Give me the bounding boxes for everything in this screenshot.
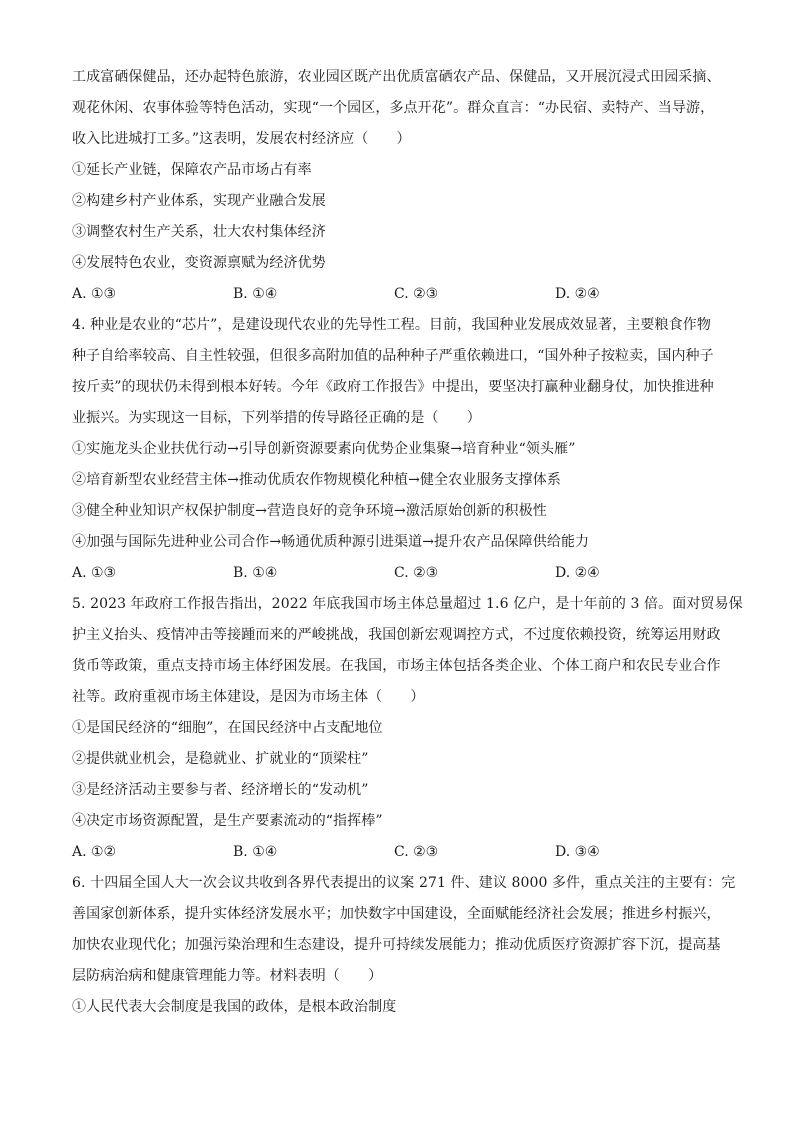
question-6-item-1: ①人民代表大会制度是我国的政体，是根本政治制度 [72,999,397,1015]
question-4-stem-line-3: 按斤卖”的现状仍未得到根本好转。今年《政府工作报告》中提出，要坚决打赢种业翻身仗，加快推进种 [72,379,714,395]
question-5-stem-line-3: 货币等政策，重点支持市场主体纾困发展。在我国，市场主体包括各类企业、个体工商户和农民专业合作 [72,658,721,674]
question-4-item-2: ②培育新型农业经营主体→推动优质农作物规模化种植→健全农业服务支撑体系 [72,472,561,488]
question-4-item-4: ④加强与国际先进种业公司合作→畅通优质种源引进渠道→提升农产品保障供给能力 [72,534,590,550]
question-5-option-d: D. ③④ [555,844,600,860]
question-3-item-4: ④发展特色农业，变资源禀赋为经济优势 [72,255,326,271]
document-page [72,62,743,1023]
question-3-stem-line-1: 工成富硒保健品，还办起特色旅游，农业园区既产出优质富硒农产品、保健品，又开展沉浸式田园采摘、 [72,69,721,85]
question-4-stem-line-1: 4. 种业是农业的“芯片”，是建设现代农业的先导性工程。目前，我国种业发展成效显著，主要粮食作物 [72,317,711,333]
question-5-option-b: B. ①④ [233,844,278,860]
question-3-option-b: B. ①④ [233,286,278,302]
question-4-option-b: B. ①④ [233,565,278,581]
question-5-option-c: C. ②③ [394,844,439,860]
question-6-stem-line-4: 层防病治病和健康管理能力等。材料表明（ ） [72,968,383,984]
question-5 [72,589,743,868]
question-4-option-c: C. ②③ [394,565,439,581]
question-5-stem-line-4: 社等。政府重视市场主体建设，是因为市场主体（ ） [72,689,425,705]
question-5-item-3: ③是经济活动主要参与者、经济增长的“发动机” [72,782,369,798]
question-3-item-2: ②构建乡村产业体系，实现产业融合发展 [72,193,326,209]
question-6 [72,868,736,1023]
question-6-stem-line-2: 善国家创新体系，提升实体经济发展水平；加快数字中国建设，全面赋能经济社会发展；推进乡村振兴， [72,906,721,922]
question-4-options [72,558,722,589]
question-3 [72,62,722,310]
question-5-item-1: ①是国民经济的“细胞”，在国民经济中占支配地位 [72,720,383,736]
question-4-item-1: ①实施龙头企业扶优行动→引导创新资源要素向优势企业集聚→培育种业“领头雁” [72,441,576,457]
question-3-option-c: C. ②③ [394,286,439,302]
question-5-item-4: ④决定市场资源配置，是生产要素流动的“指挥棒” [72,813,383,829]
question-4-stem-line-2: 种子自给率较高、自主性较强，但很多高附加值的品种种子严重依赖进口，“国外种子按粒卖，国内种子 [72,348,714,364]
question-3-stem-line-3: 收入比进城打工多。”这表明，发展农村经济应（ ） [72,131,411,147]
question-5-option-a: A. ①② [72,844,117,860]
question-4 [72,310,722,589]
question-4-item-3: ③健全种业知识产权保护制度→营造良好的竞争环境→激活原始创新的积极性 [72,503,547,519]
question-6-stem-line-1: 6. 十四届全国人大一次会议共收到各界代表提出的议案 271 件、建议 8000 多件，重点关注的主要有：完 [72,875,736,891]
question-6-stem-line-3: 加快农业现代化；加强污染治理和生态建设，提升可持续发展能力；推动优质医疗资源扩容下沉，提高基 [72,937,721,953]
question-4-option-d: D. ②④ [555,565,600,581]
question-3-item-3: ③调整农村生产关系，壮大农村集体经济 [72,224,326,240]
question-5-options [72,837,722,868]
question-4-option-a: A. ①③ [72,565,117,581]
question-5-stem-line-2: 护主义抬头、疫情冲击等接踵而来的严峻挑战，我国创新宏观调控方式，不过度依赖投资，统筹运用财政 [72,627,721,643]
question-5-stem-line-1: 5. 2023 年政府工作报告指出，2022 年底我国市场主体总量超过 1.6 亿户，是十年前的 3 倍。面对贸易保 [72,596,743,612]
question-3-option-a: A. ①③ [72,286,117,302]
question-5-item-2: ②提供就业机会，是稳就业、扩就业的“顶梁柱” [72,751,369,767]
question-3-options [72,279,722,310]
question-3-item-1: ①延长产业链，保障农产品市场占有率 [72,162,312,178]
question-3-option-d: D. ②④ [555,286,600,302]
question-4-stem-line-4: 业振兴。为实现这一目标，下列举措的传导路径正确的是（ ） [72,410,481,426]
question-3-stem-line-2: 观花休闲、农事体验等特色活动，实现“一个园区，多点开花”。群众直言：“办民宿、卖特产、当导游， [72,100,715,116]
